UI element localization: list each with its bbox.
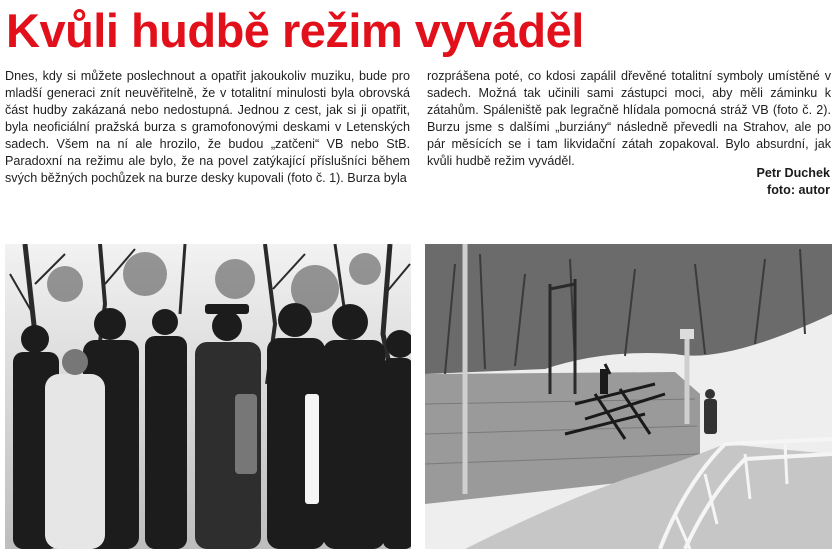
article-column-right: rozprášena poté, co kdosi zapálil dřevěné totalitní symboly umístěné v sadech. Možná tak učinili sami zástupci moci, aby měli záminku k zátahům. Spáleniště pak legračně hlídala pomocná stráž VB (foto č. 2). Burzu jsme s dalšími „burziány“ následně převedli na Strahov, ale po pár měsících se i tam likvidační zátah zopakoval. Bylo absurdní, jak kvůli hudbě režim vyváděl. bbox=[427, 69, 831, 168]
photo-crowd-police-icon bbox=[5, 244, 411, 549]
photo-credit: foto: autor bbox=[767, 183, 830, 197]
photo-1 bbox=[5, 244, 411, 549]
photo-burnt-site-icon bbox=[425, 244, 832, 549]
author-name: Petr Duchek bbox=[756, 166, 830, 180]
photo-2 bbox=[425, 244, 832, 549]
article-column-left: Dnes, kdy si můžete poslechnout a opatřit jakoukoliv muziku, bude pro mladší generaci znít neuvěřitelně, že v totalitní minulosti byla obrovská část hudby zakázaná nebo nedostupná. Jednou z cest, jak si ji opatřit, byla neoficiální pražská burza s gramofonovými deskami v Letenských sadech. Všem na ní ale hrozilo, že budou „zatčeni“ VB nebo StB. Paradoxní na režimu ale bylo, že na povel zatýkající příslušníci během svých běžných pochůzek na burze desky kupovali (foto č. 1). Burza byla bbox=[5, 69, 410, 185]
headline: Kvůli hudbě režim vyváděl bbox=[6, 4, 584, 57]
